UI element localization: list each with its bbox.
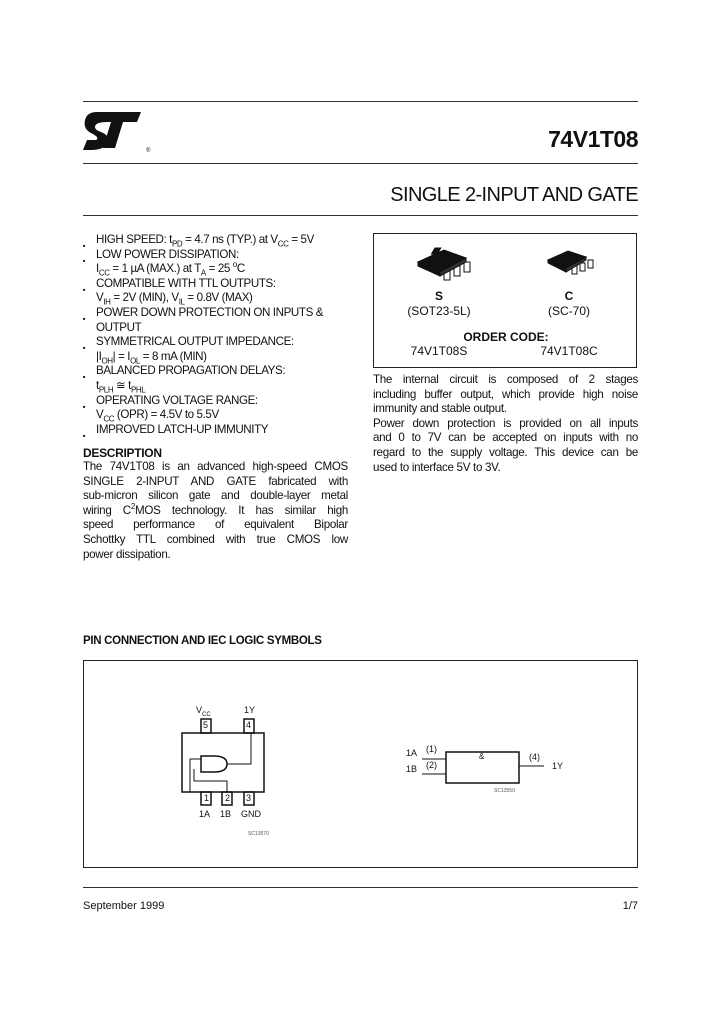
text-segment: immunity and stable output.	[373, 402, 507, 416]
paragraph-power-down	[373, 417, 638, 475]
text-segment: LOW POWER DISSIPATION:	[96, 247, 239, 261]
text-line	[373, 402, 638, 417]
description-text	[83, 460, 348, 562]
iec-pin-4: (4)	[529, 752, 540, 762]
text-segment: sub-micron silicon gate and double-layer metal	[83, 489, 348, 503]
text-line	[373, 446, 638, 461]
feature-line	[96, 408, 363, 423]
title-rule-bottom	[83, 215, 638, 216]
pin-figure-code: SC13570	[248, 831, 269, 837]
bullet-icon: ■	[83, 286, 86, 292]
text-segment: C	[236, 262, 245, 276]
text-segment: IH	[103, 297, 111, 307]
feature-line	[96, 350, 363, 365]
feature-line	[96, 277, 363, 292]
text-segment: | = I	[112, 349, 131, 363]
text-line	[373, 431, 638, 446]
text-segment: Schottky TTL combined with true CMOS low	[83, 532, 348, 546]
text-segment: (OPR) = 4.5V to 5.5V	[114, 408, 219, 422]
text-segment: regard to the supply voltage. This device can be	[373, 445, 638, 459]
footer-rule	[83, 887, 638, 888]
iec-figure-code: SC13550	[494, 788, 515, 794]
text-segment: V	[96, 291, 104, 305]
feature-line	[96, 379, 363, 394]
feature-item	[83, 335, 363, 364]
circuit-description	[373, 373, 638, 475]
text-line	[83, 548, 348, 563]
order-code-s: 74V1T08S	[410, 344, 468, 358]
bullet-icon: ■	[83, 243, 86, 248]
text-line	[83, 475, 348, 490]
feature-line	[96, 248, 363, 263]
text-segment: HIGH SPEED: t	[96, 233, 172, 246]
text-line	[83, 489, 348, 504]
package-c-name: (SC-70)	[547, 304, 590, 318]
iec-output-1y: 1Y	[552, 761, 564, 771]
text-segment: PHL	[130, 385, 146, 395]
text-line	[83, 460, 348, 475]
feature-item	[83, 306, 363, 335]
text-segment: I	[96, 262, 99, 276]
vcc-sub: CC	[202, 711, 211, 718]
pin-diagram-box	[83, 660, 638, 868]
pin-label-gnd: GND	[241, 809, 261, 819]
text-segment: SYMMETRICAL OUTPUT IMPEDANCE:	[96, 335, 294, 349]
text-segment: IL	[178, 297, 185, 307]
feature-item	[83, 248, 363, 277]
text-line	[373, 373, 638, 388]
package-box	[373, 233, 637, 368]
text-segment: wiring C	[83, 503, 131, 517]
page-number: 1/7	[622, 900, 638, 912]
bullet-icon: ■	[83, 315, 86, 321]
st-logo	[83, 108, 155, 154]
text-line	[83, 518, 348, 533]
pin-label-1y: 1Y	[244, 705, 256, 715]
document-title: SINGLE 2-INPUT AND GATE	[390, 184, 638, 206]
text-line	[373, 388, 638, 403]
text-segment: PD	[171, 239, 183, 249]
text-segment: OL	[130, 356, 140, 366]
package-c-code: C	[564, 289, 574, 303]
text-segment: used to interface 5V to 3V.	[373, 460, 501, 474]
text-line	[373, 417, 638, 432]
package-s-name: (SOT23-5L)	[407, 304, 471, 318]
pin-number-1: 1	[204, 793, 210, 803]
pin-number-4: 4	[246, 720, 252, 730]
feature-line	[96, 321, 363, 336]
iec-input-1a: 1A	[406, 748, 418, 758]
text-segment: power dissipation.	[83, 547, 171, 561]
text-segment: MOS technology. It has similar high	[135, 503, 348, 517]
text-segment: OH	[101, 356, 113, 366]
text-segment: speed performance of equivalent Bipolar	[83, 518, 348, 532]
text-segment: SINGLE 2-INPUT AND GATE fabricated with	[83, 474, 348, 488]
part-number: 74V1T08	[548, 126, 638, 152]
package-s-code: S	[434, 289, 443, 303]
feature-line	[96, 291, 363, 306]
order-code-c: 74V1T08C	[540, 344, 598, 358]
text-segment: POWER DOWN PROTECTION ON INPUTS &	[96, 305, 324, 319]
vcc-text: V	[196, 705, 203, 715]
text-segment: = 8 mA (MIN)	[139, 349, 207, 363]
text-segment: including buffer output, which provide high noise	[373, 387, 638, 401]
text-segment: 2	[130, 501, 136, 511]
feature-item	[83, 364, 363, 393]
text-segment: A	[200, 268, 206, 278]
pin-label-1a: 1A	[199, 809, 211, 819]
description-heading: DESCRIPTION	[83, 446, 162, 460]
text-segment: The 74V1T08 is an advanced high-speed CMOS	[83, 460, 348, 473]
text-segment: CC	[277, 239, 289, 249]
text-line	[83, 501, 348, 519]
text-segment: t	[96, 378, 99, 392]
iec-input-1b: 1B	[406, 764, 418, 774]
bullet-icon: ■	[83, 374, 86, 380]
paragraph-internal-circuit	[373, 373, 638, 417]
feature-line	[96, 262, 363, 277]
text-segment: = 0.8V (MAX)	[184, 291, 253, 305]
feature-item	[83, 394, 363, 423]
feature-item	[83, 233, 363, 248]
feature-line	[96, 423, 363, 438]
pin-label-1b: 1B	[220, 809, 232, 819]
text-segment: = 5V	[288, 233, 314, 246]
text-segment: = 25	[205, 262, 233, 276]
text-segment: and 0 to 7V can be accepted on inputs with no	[373, 431, 638, 445]
footer-date: September 1999	[83, 900, 165, 912]
text-segment: CC	[103, 414, 115, 424]
bullet-icon: ■	[83, 345, 86, 351]
feature-item	[83, 423, 363, 438]
iec-and-symbol: &	[479, 752, 485, 761]
text-segment: Power down protection is provided on all inputs	[373, 416, 638, 430]
iec-pin-1: (1)	[426, 744, 437, 754]
text-segment: OPERATING VOLTAGE RANGE:	[96, 393, 258, 407]
text-segment: OUTPUT	[96, 320, 142, 334]
pin-label-vcc	[196, 705, 211, 718]
text-segment: V	[96, 408, 104, 422]
pin-number-5: 5	[203, 720, 209, 730]
text-segment: PLH	[98, 385, 114, 395]
text-segment: The internal circuit is composed of 2 stages	[373, 373, 638, 386]
sc70-package-icon	[544, 248, 594, 280]
feature-item	[83, 277, 363, 306]
pin-number-3: 3	[246, 793, 252, 803]
text-segment: = 2V (MIN), V	[110, 291, 179, 305]
text-segment: CC	[98, 268, 110, 278]
text-line	[373, 461, 638, 476]
text-segment: COMPATIBLE WITH TTL OUTPUTS:	[96, 276, 276, 290]
top-rule	[83, 101, 638, 102]
text-segment: = 1 µA (MAX.) at T	[109, 262, 201, 276]
bullet-icon: ■	[83, 432, 86, 438]
sot23-package-icon	[414, 246, 474, 286]
feature-line	[96, 394, 363, 409]
pin-number-2: 2	[225, 793, 231, 803]
text-segment: ≅ t	[113, 378, 131, 392]
text-segment: o	[232, 260, 237, 270]
feature-line	[96, 233, 363, 248]
title-rule	[83, 163, 638, 164]
text-segment: = 4.7 ns (TYP.) at V	[182, 233, 278, 246]
feature-list	[83, 233, 363, 437]
iec-pin-2: (2)	[426, 760, 437, 770]
pin-section-heading: PIN CONNECTION AND IEC LOGIC SYMBOLS	[83, 635, 322, 647]
feature-line	[96, 364, 363, 379]
text-segment: BALANCED PROPAGATION DELAYS:	[96, 364, 286, 378]
svg-text:®: ®	[146, 148, 151, 154]
text-line	[83, 533, 348, 548]
bullet-icon: ■	[83, 403, 86, 409]
feature-line	[96, 306, 363, 321]
order-code-label: ORDER CODE:	[463, 330, 549, 344]
bullet-icon: ■	[83, 257, 86, 263]
text-segment: |I	[96, 349, 102, 363]
feature-line	[96, 335, 363, 350]
text-segment: IMPROVED LATCH-UP IMMUNITY	[96, 422, 269, 436]
